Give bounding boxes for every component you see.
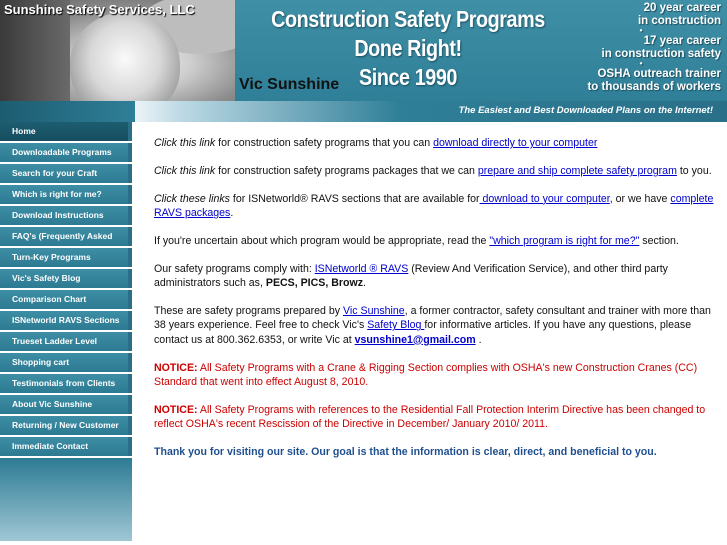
nav-turn-key-programs[interactable]: Turn-Key Programs bbox=[0, 248, 132, 267]
nav-downloadable-programs[interactable]: Downloadable Programs bbox=[0, 143, 132, 162]
isnetworld-ravs-link[interactable]: ISNetworld ® RAVS bbox=[314, 262, 409, 275]
paragraph-packages bbox=[154, 164, 719, 178]
download-directly-link[interactable]: download directly to your computer bbox=[433, 137, 598, 149]
which-program-link[interactable]: "which program is right for me?" bbox=[489, 234, 640, 247]
body-text: , a former contractor, safety consultant and trainer with more than 38 years experience. Feel free to check Vic's bbox=[154, 305, 711, 332]
nav-home[interactable]: Home bbox=[0, 122, 132, 141]
notice-fall-protection bbox=[154, 403, 719, 432]
thank-you-message: Thank you for visiting our site. Our goal is that the information is clear, direct, and beneficial to you. bbox=[154, 445, 657, 458]
career-claims bbox=[561, 2, 721, 93]
nav-shopping-cart[interactable]: Shopping cart bbox=[0, 353, 132, 372]
nav-comparison-chart[interactable]: Comparison Chart bbox=[0, 290, 132, 309]
lead-text: Click this link bbox=[154, 164, 216, 177]
body-text: for construction safety programs that you can bbox=[215, 137, 434, 149]
claim-2a: 17 year career bbox=[643, 35, 721, 47]
person-name: Vic Sunshine bbox=[239, 76, 340, 93]
body-text: for informative articles. If you have any questions, please contact us at 800.362.6353, or write Vic at bbox=[154, 319, 692, 346]
claim-1a: 20 year career bbox=[643, 2, 721, 14]
body-text: . bbox=[363, 277, 366, 290]
nav-search-for-your-craft[interactable]: Search for your Craft bbox=[0, 164, 132, 183]
notice-label: NOTICE: bbox=[154, 403, 198, 416]
body-text: , or we have bbox=[609, 192, 671, 205]
body-text: section. bbox=[639, 234, 679, 247]
header-banner bbox=[0, 0, 727, 101]
company-name: Sunshine Safety Services, LLC bbox=[4, 2, 195, 17]
headline-line-1: Construction Safety Programs Done Right! bbox=[271, 6, 545, 61]
claim-2b: in construction safety bbox=[601, 47, 721, 60]
claim-3a: OSHA outreach trainer bbox=[597, 68, 721, 80]
safety-blog-link[interactable]: Safety Blog bbox=[367, 319, 425, 332]
nav-returning-new-customer[interactable]: Returning / New Customer bbox=[0, 416, 132, 435]
claim-3b: to thousands of workers bbox=[587, 80, 721, 93]
lead-text: Click these links bbox=[154, 192, 230, 205]
tagline: The Easiest and Best Downloaded Plans on the Internet! bbox=[458, 105, 713, 116]
prepare-and-ship-link[interactable]: prepare and ship complete safety program bbox=[477, 164, 677, 177]
notice-text: All Safety Programs with references to the Residential Fall Protection Interim Directive has been changed to reflect OSHA's recent Rescission of the Directive in December/ January 2010/ 2011. bbox=[154, 403, 706, 431]
strip-accent bbox=[0, 101, 135, 122]
administrators-list: PECS, PICS, Browz bbox=[265, 277, 364, 290]
nav-testimonials[interactable]: Testimonials from Clients bbox=[0, 374, 132, 393]
sidebar-fade bbox=[0, 458, 132, 541]
notice-label: NOTICE: bbox=[154, 361, 198, 374]
paragraph-comply bbox=[154, 262, 719, 291]
main-content bbox=[154, 136, 719, 473]
body-text: . bbox=[230, 207, 234, 220]
nav-immediate-contact[interactable]: Immediate Contact bbox=[0, 437, 132, 456]
paragraph-downloads bbox=[154, 136, 719, 150]
nav-download-instructions[interactable]: Download Instructions bbox=[0, 206, 132, 225]
body-text: for ISNetworld® RAVS sections that are available for bbox=[229, 192, 480, 205]
bullet-icon: • bbox=[639, 59, 643, 68]
nav-faq[interactable]: FAQ's (Frequently Asked bbox=[0, 227, 132, 246]
body-text: These are safety programs prepared by bbox=[154, 305, 344, 318]
nav-isnetworld-ravs[interactable]: ISNetworld RAVS Sections bbox=[0, 311, 132, 330]
paragraph-about bbox=[154, 304, 719, 347]
nav-trueset-ladder-level[interactable]: Trueset Ladder Level bbox=[0, 332, 132, 351]
vic-sunshine-link[interactable]: Vic Sunshine bbox=[343, 305, 405, 318]
paragraph-uncertain bbox=[154, 234, 719, 248]
ravs-packages-link[interactable]: complete RAVS packages bbox=[154, 192, 714, 220]
body-text: . bbox=[475, 333, 482, 346]
lead-text: Click this link bbox=[154, 137, 216, 149]
bullet-icon: • bbox=[639, 26, 643, 35]
notice-cranes bbox=[154, 361, 719, 390]
body-text: (Review And Verification Service), and other third party administrators such as, bbox=[154, 262, 668, 290]
body-text: to you. bbox=[676, 164, 712, 177]
nav-about-vic[interactable]: About Vic Sunshine bbox=[0, 395, 132, 414]
nav-which-is-right[interactable]: Which is right for me? bbox=[0, 185, 132, 204]
headline-line-2: Since 1990 bbox=[359, 64, 457, 90]
body-text: If you're uncertain about which program would be appropriate, read the bbox=[154, 234, 490, 247]
nav-safety-blog[interactable]: Vic's Safety Blog bbox=[0, 269, 132, 288]
body-text: for construction safety programs packages that we can bbox=[215, 164, 478, 177]
body-text: Our safety programs comply with: bbox=[154, 262, 315, 275]
claim-1b: in construction bbox=[637, 14, 721, 27]
ravs-download-link[interactable]: download to your computer bbox=[479, 192, 610, 205]
notice-text: All Safety Programs with a Crane & Rigging Section complies with OSHA's new Construction Cranes (CC) Standard that went into effect August 8, 2010. bbox=[154, 361, 698, 388]
paragraph-ravs bbox=[154, 192, 719, 221]
sidebar-nav bbox=[0, 122, 136, 545]
email-link[interactable]: vsunshine1@gmail.com bbox=[354, 333, 476, 346]
